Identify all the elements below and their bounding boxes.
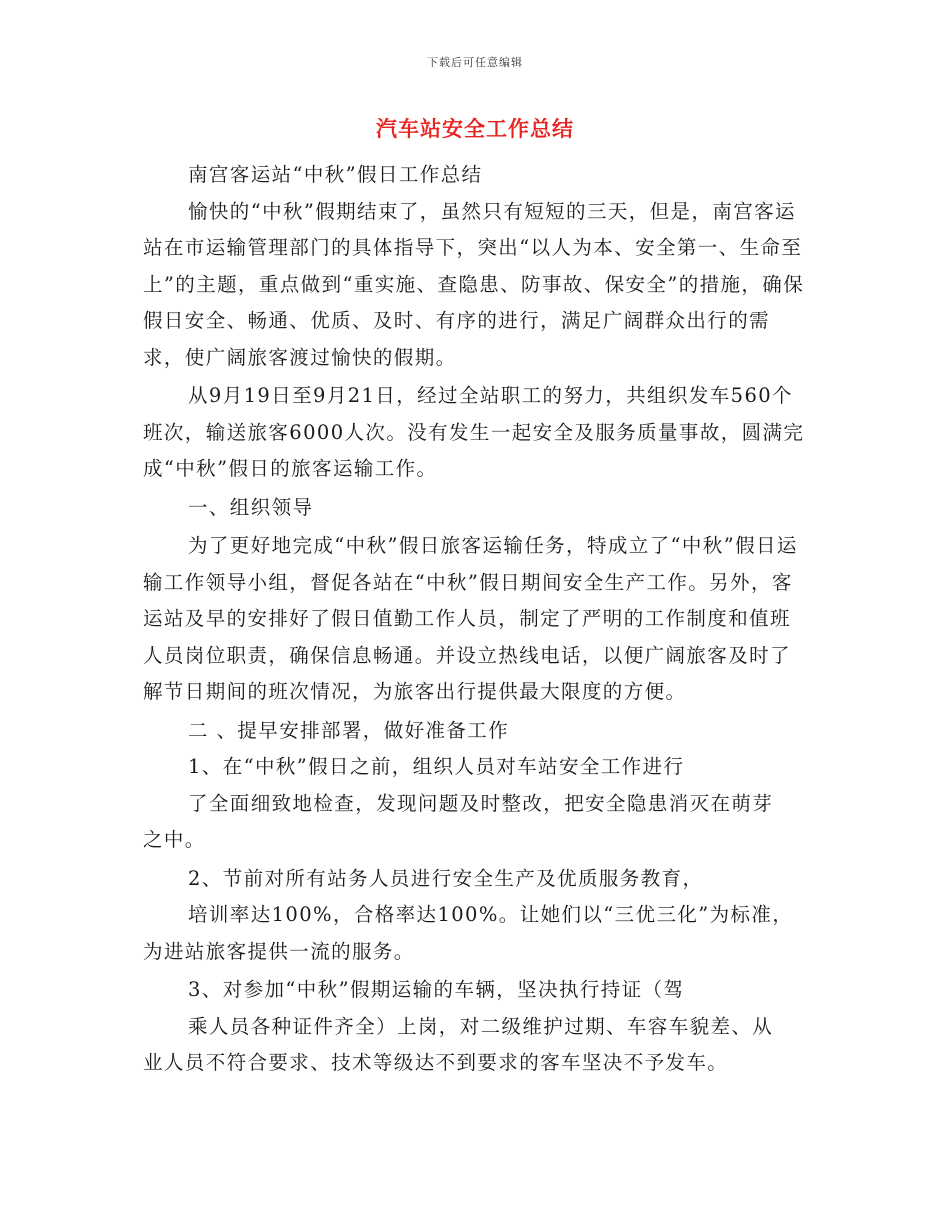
item-1-line-2: 了全面细致地检查，发现问题及时整改，把安全隐患消灭在萌芽 xyxy=(188,791,774,815)
document-title: 汽车站安全工作总结 xyxy=(376,116,574,141)
section-heading-preparation: 二 、提早安排部署，做好准备工作 xyxy=(188,718,510,742)
header-note: 下载后可任意编辑 xyxy=(427,56,523,69)
item-2-line-2: 培训率达100%，合格率达100%。让她们以“三优三化”为标准， xyxy=(188,903,794,926)
preparation-item-1 xyxy=(143,749,808,859)
organization-paragraph: 为了更好地完成“中秋”假日旅客运输任务，特成立了“中秋”假日运输工作领导小组，督促各站在“中秋”假日期间安全生产工作。另外，客运站及早的安排好了假日值勤工作人员，制定了严明的工作制度和值班人员岗位职责，确保信息畅通。并设立热线电话，以便广阔旅客及时了解节日期间的班次情况，为旅客出行提供最大限度的方便。 xyxy=(143,534,798,703)
statistics-paragraph: 从9月19日至9月21日，经过全站职工的努力，共组织发车560个班次，输送旅客6000人次。没有发生一起安全及服务质量事故，圆满完成“中秋”假日的旅客运输工作。 xyxy=(143,384,805,480)
item-2-rest: 为进站旅客提供一流的服务。 xyxy=(143,939,415,963)
preparation-item-2 xyxy=(143,861,808,971)
item-3-line-1: 3、对参加“中秋”假期运输的车辆，坚决执行持证（驾 xyxy=(188,978,685,1001)
item-3-rest: 业人员不符合要求、技术等级达不到要求的客车坚决不予发车。 xyxy=(143,1051,729,1074)
item-1-rest: 之中。 xyxy=(143,828,206,851)
item-1-line-1: 1、在“中秋”假日之前，组织人员对车站安全工作进行 xyxy=(188,755,685,778)
intro-paragraph: 愉快的“中秋”假期结束了，虽然只有短短的三天，但是，南宫客运站在市运输管理部门的具体指导下，突出“以人为本、安全第一、生命至上”的主题，重点做到“重实施、查隐患、防事故、保安全”的措施，确保假日安全、畅通、优质、及时、有序的进行，满足广阔群众出行的需求，使广阔旅客渡过愉快的假期。 xyxy=(143,199,805,369)
subtitle-paragraph: 南宫客运站“中秋”假日工作总结 xyxy=(188,163,483,186)
preparation-item-3 xyxy=(143,972,808,1082)
section-heading-organization: 一、组织领导 xyxy=(188,495,314,519)
item-2-line-1: 2、节前对所有站务人员进行安全生产及优质服务教育， xyxy=(188,866,704,890)
item-3-line-2: 乘人员各种证件齐全）上岗，对二级维护过期、车容车貌差、从 xyxy=(188,1014,774,1038)
document-body xyxy=(143,157,808,1082)
